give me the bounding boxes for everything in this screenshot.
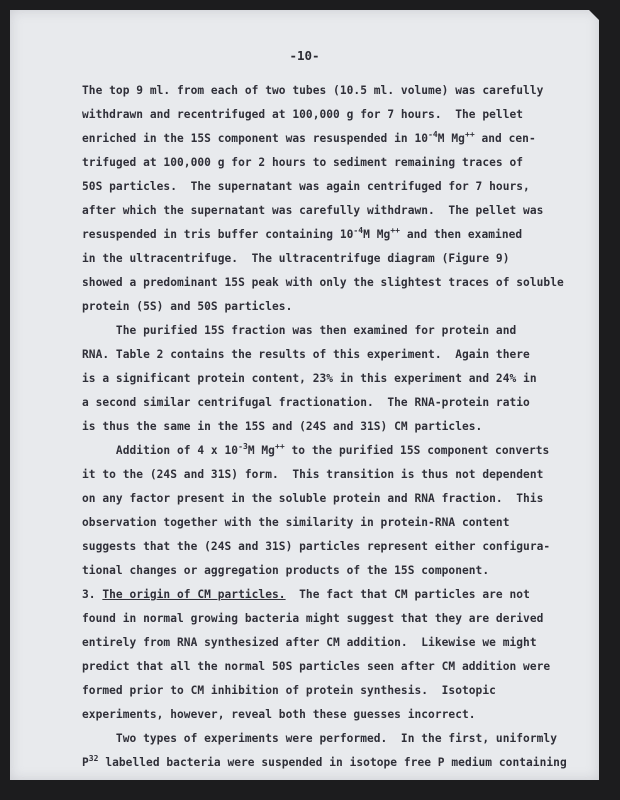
text-line-29: $P^{32}$ labelled bacteria were suspended in isotope free P medium containing xyxy=(82,754,567,769)
text-line-8: in the ultracentrifuge. The ultracentrifuge diagram (Figure 9) xyxy=(82,252,510,265)
document-page xyxy=(10,10,599,780)
text-line-6: after which the supernatant was carefully withdrawn. The pellet was xyxy=(82,204,544,217)
text-line-2: withdrawn and recentrifuged at 100,000 g for 7 hours. The pellet xyxy=(82,108,524,121)
text-line-27: experiments, however, reveal both these guesses incorrect. xyxy=(82,708,476,721)
section-heading-line: 3. The origin of CM particles. The fact that CM particles are not xyxy=(82,588,530,601)
text-line-16: Addition of 4 x $10^{-3}M$ Mg++ to the purified 15S component converts xyxy=(82,442,550,457)
text-line-13: is a significant protein content, 23% in this experiment and 24% in xyxy=(82,372,537,385)
text-line-25: predict that all the normal 50S particles seen after CM addition were xyxy=(82,660,551,673)
text-line-24: entirely from RNA synthesized after CM addition. Likewise we might xyxy=(82,636,537,649)
text-line-28: Two types of experiments were performed. In the first, uniformly xyxy=(82,732,557,745)
text-line-7: resuspended in tris buffer containing $10^{-4}M$ Mg++ and then examined xyxy=(82,226,523,241)
text-line-14: a second similar centrifugal fractionation. The RNA-protein ratio xyxy=(82,396,530,409)
page-number: -10- xyxy=(289,48,320,63)
text-line-26: formed prior to CM inhibition of protein synthesis. Isotopic xyxy=(82,684,496,697)
text-line-19: observation together with the similarity in protein-RNA content xyxy=(82,516,510,529)
page-corner xyxy=(589,10,599,20)
text-line-20: suggests that the (24S and 31S) particles represent either configura- xyxy=(82,540,551,553)
text-line-10: protein (5S) and 50S particles. xyxy=(82,300,293,313)
text-line-15: is thus the same in the 15S and (24S and 31S) CM particles. xyxy=(82,420,483,433)
text-line-12: RNA. Table 2 contains the results of this experiment. Again there xyxy=(82,348,530,361)
text-line-9: showed a predominant 15S peak with only the slightest traces of soluble xyxy=(82,276,564,289)
section-heading: The origin of CM particles. xyxy=(102,588,286,601)
text-line-5: 50S particles. The supernatant was again centrifuged for 7 hours, xyxy=(82,180,530,193)
text-line-1: The top 9 ml. from each of two tubes (10.5 ml. volume) was carefully xyxy=(82,84,544,97)
text-line-4: trifuged at 100,000 g for 2 hours to sediment remaining traces of xyxy=(82,156,524,169)
text-line-23: found in normal growing bacteria might suggest that they are derived xyxy=(82,612,544,625)
text-line-21: tional changes or aggregation products of the 15S component. xyxy=(82,564,490,577)
text-line-3: enriched in the 15S component was resuspended in $10^{-4}M$ Mg++ and cen- xyxy=(82,130,536,145)
text-line-11: The purified 15S fraction was then examined for protein and xyxy=(82,324,517,337)
text-line-17: it to the (24S and 31S) form. This transition is thus not dependent xyxy=(82,468,544,481)
text-line-18: on any factor present in the soluble protein and RNA fraction. This xyxy=(82,492,544,505)
